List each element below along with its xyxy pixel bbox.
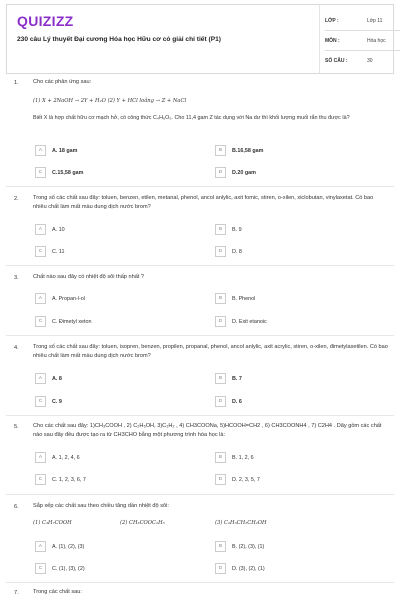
answer-option-b[interactable]	[215, 373, 242, 384]
option-text: D. 8	[232, 248, 242, 255]
option-text: A. 1, 2, 4, 6	[52, 454, 80, 461]
question-text: Trong số các chất sau đây: toluen, isopren, benzen, propilen, propanal, phenol, ancol anlylic, axit acrylic, stiren, o-xilen, đimetylaxetilen. Có bao nhiêu chất làm mất màu dung dịch nước brom?	[33, 344, 388, 359]
meta-value: 30	[367, 57, 373, 64]
meta-key: SỐ CÂU :	[325, 57, 348, 64]
question-number: 1.	[14, 80, 19, 86]
option-box: C	[35, 316, 46, 327]
option-box: A	[35, 293, 46, 304]
option-text: B.16,58 gam	[232, 147, 264, 154]
answer-option-a[interactable]	[35, 145, 77, 156]
question-text: Sắp xếp các chất sau theo chiều tăng dần nhiệt độ sôi:	[33, 503, 169, 509]
answer-option-c[interactable]	[35, 563, 85, 574]
question-subtext: Biết X là hợp chất hữu cơ mạch hở, có công thức C₄H₆O₅. Cho 11,4 gam Z tác dụng với Na dư thì khối lượng muối rắn thu được là?	[33, 115, 350, 121]
question-number: 2.	[14, 196, 19, 202]
question-text: Cho các phản ứng sau:	[33, 79, 92, 85]
page-title: 230 câu Lý thuyết Đại cương Hóa học Hữu cơ có giải chi tiết (P1)	[17, 36, 221, 43]
option-box: B	[215, 373, 226, 384]
option-text: D. (3), (2), (1)	[232, 565, 265, 572]
option-text: B. 1, 2, 6	[232, 454, 254, 461]
question-text: Cho các chất sau đây: 1)CH₃COOH , 2) C₂H₅OH, 3)C₂H₂ , 4) CH3COONa, 5)HCOOH=CH2 , 6) CH3COONH4 , 7) C2H4 . Dãy gồm các chất nào sau đây đều được tạo ra từ CH3CHO bằng một phương trình hóa học là:	[33, 423, 382, 438]
option-box: D	[215, 563, 226, 574]
option-text: A. 18 gam	[52, 147, 78, 154]
answer-option-a[interactable]	[35, 293, 85, 304]
answer-option-c[interactable]	[35, 396, 62, 407]
quizizz-logo: QUIZIZZ	[17, 13, 74, 29]
answer-option-d[interactable]	[215, 316, 267, 327]
answer-option-c[interactable]	[35, 167, 83, 178]
option-box: D	[215, 316, 226, 327]
meta-row-class	[325, 11, 400, 31]
meta-table	[325, 11, 400, 70]
answer-option-d[interactable]	[215, 474, 260, 485]
answer-option-d[interactable]	[215, 563, 265, 574]
option-text: B. Phenol	[232, 295, 256, 302]
option-box: A	[35, 224, 46, 235]
option-box: B	[215, 293, 226, 304]
question-text: Trong số các chất sau đây: toluen, benzen, etilen, metanal, phenol, ancol anlylic, axit fomic, stiren, o-xilen, xiclobutan, vinylaxetat. Có bao nhiêu chất làm mất màu dung dịch nước brom?	[33, 195, 374, 210]
answer-option-d[interactable]	[215, 396, 242, 407]
answer-option-d[interactable]	[215, 167, 256, 178]
option-text: C. Đimetyl xeton	[52, 318, 92, 325]
answer-option-a[interactable]	[35, 224, 65, 235]
answer-option-c[interactable]	[35, 316, 92, 327]
answer-option-c[interactable]	[35, 474, 86, 485]
question-text: Chất nào sau đây có nhiệt độ sôi thấp nhất ?	[33, 274, 145, 280]
divider	[6, 494, 394, 495]
option-box: B	[215, 541, 226, 552]
answer-option-b[interactable]	[215, 224, 242, 235]
option-text: D. 6	[232, 398, 242, 405]
answer-option-c[interactable]	[35, 246, 64, 257]
option-text: A. 10	[52, 226, 65, 233]
divider	[6, 335, 394, 336]
option-text: B. 7	[232, 375, 242, 382]
divider	[6, 415, 394, 416]
meta-value: Lớp 11	[367, 17, 383, 24]
option-box: C	[35, 396, 46, 407]
option-text: A. (1), (2), (3)	[52, 543, 85, 550]
option-box: B	[215, 224, 226, 235]
option-box: C	[35, 563, 46, 574]
option-text: C. (1), (3), (2)	[52, 565, 85, 572]
answer-option-d[interactable]	[215, 246, 242, 257]
option-box: D	[215, 167, 226, 178]
option-text: A. 8	[52, 375, 62, 382]
meta-row-subject	[325, 31, 400, 51]
option-text: C. 11	[52, 248, 65, 255]
option-box: D	[215, 474, 226, 485]
option-text: C. 9	[52, 398, 62, 405]
option-box: C	[35, 246, 46, 257]
option-box: A	[35, 145, 46, 156]
option-box: A	[35, 541, 46, 552]
option-text: C. 1, 2, 3, 6, 7	[52, 476, 86, 483]
answer-option-b[interactable]	[215, 541, 264, 552]
option-text: B. (2), (3), (1)	[232, 543, 265, 550]
option-text: C.15,58 gam	[52, 169, 84, 176]
option-box: A	[35, 373, 46, 384]
worksheet-header	[6, 4, 394, 74]
option-text: D. Exit etanoic	[232, 318, 267, 325]
meta-key: LỚP :	[325, 17, 339, 24]
option-text: D. 2, 3, 5, 7	[232, 476, 260, 483]
meta-row-count	[325, 51, 400, 70]
question-number: 7.	[14, 590, 19, 596]
meta-value: Hóa học	[367, 37, 386, 44]
answer-option-b[interactable]	[215, 452, 254, 463]
option-box: C	[35, 474, 46, 485]
divider	[6, 582, 394, 583]
compound-1: (1) C₃H₇COOH	[33, 520, 72, 526]
option-box: B	[215, 145, 226, 156]
compound-2: (2) CH₃COOC₂H₅	[120, 520, 165, 526]
option-box: A	[35, 452, 46, 463]
answer-option-a[interactable]	[35, 373, 62, 384]
meta-key: MÔN :	[325, 37, 340, 44]
option-text: D.20 gam	[232, 169, 256, 176]
divider	[6, 265, 394, 266]
compound-3: (3) C₂H₅CH₂CH₂OH	[215, 520, 267, 526]
reaction-formula: (1) X + 2NaOH → 2Y + H₂O (2) Y + HCl loãng → Z + NaCl	[33, 98, 187, 104]
answer-option-b[interactable]	[215, 293, 255, 304]
answer-option-a[interactable]	[35, 541, 84, 552]
option-box: D	[215, 396, 226, 407]
option-text: B. 9	[232, 226, 242, 233]
option-box: C	[35, 167, 46, 178]
divider	[6, 186, 394, 187]
answer-option-a[interactable]	[35, 452, 80, 463]
header-divider	[319, 5, 320, 73]
question-number: 6.	[14, 504, 19, 510]
option-text: A. Propan-l-ol	[52, 295, 85, 302]
question-text: Trong các chất sau:	[33, 589, 82, 595]
option-box: D	[215, 246, 226, 257]
question-number: 4.	[14, 345, 19, 351]
answer-option-b[interactable]	[215, 145, 263, 156]
question-number: 3.	[14, 275, 19, 281]
option-box: B	[215, 452, 226, 463]
question-number: 5.	[14, 424, 19, 430]
